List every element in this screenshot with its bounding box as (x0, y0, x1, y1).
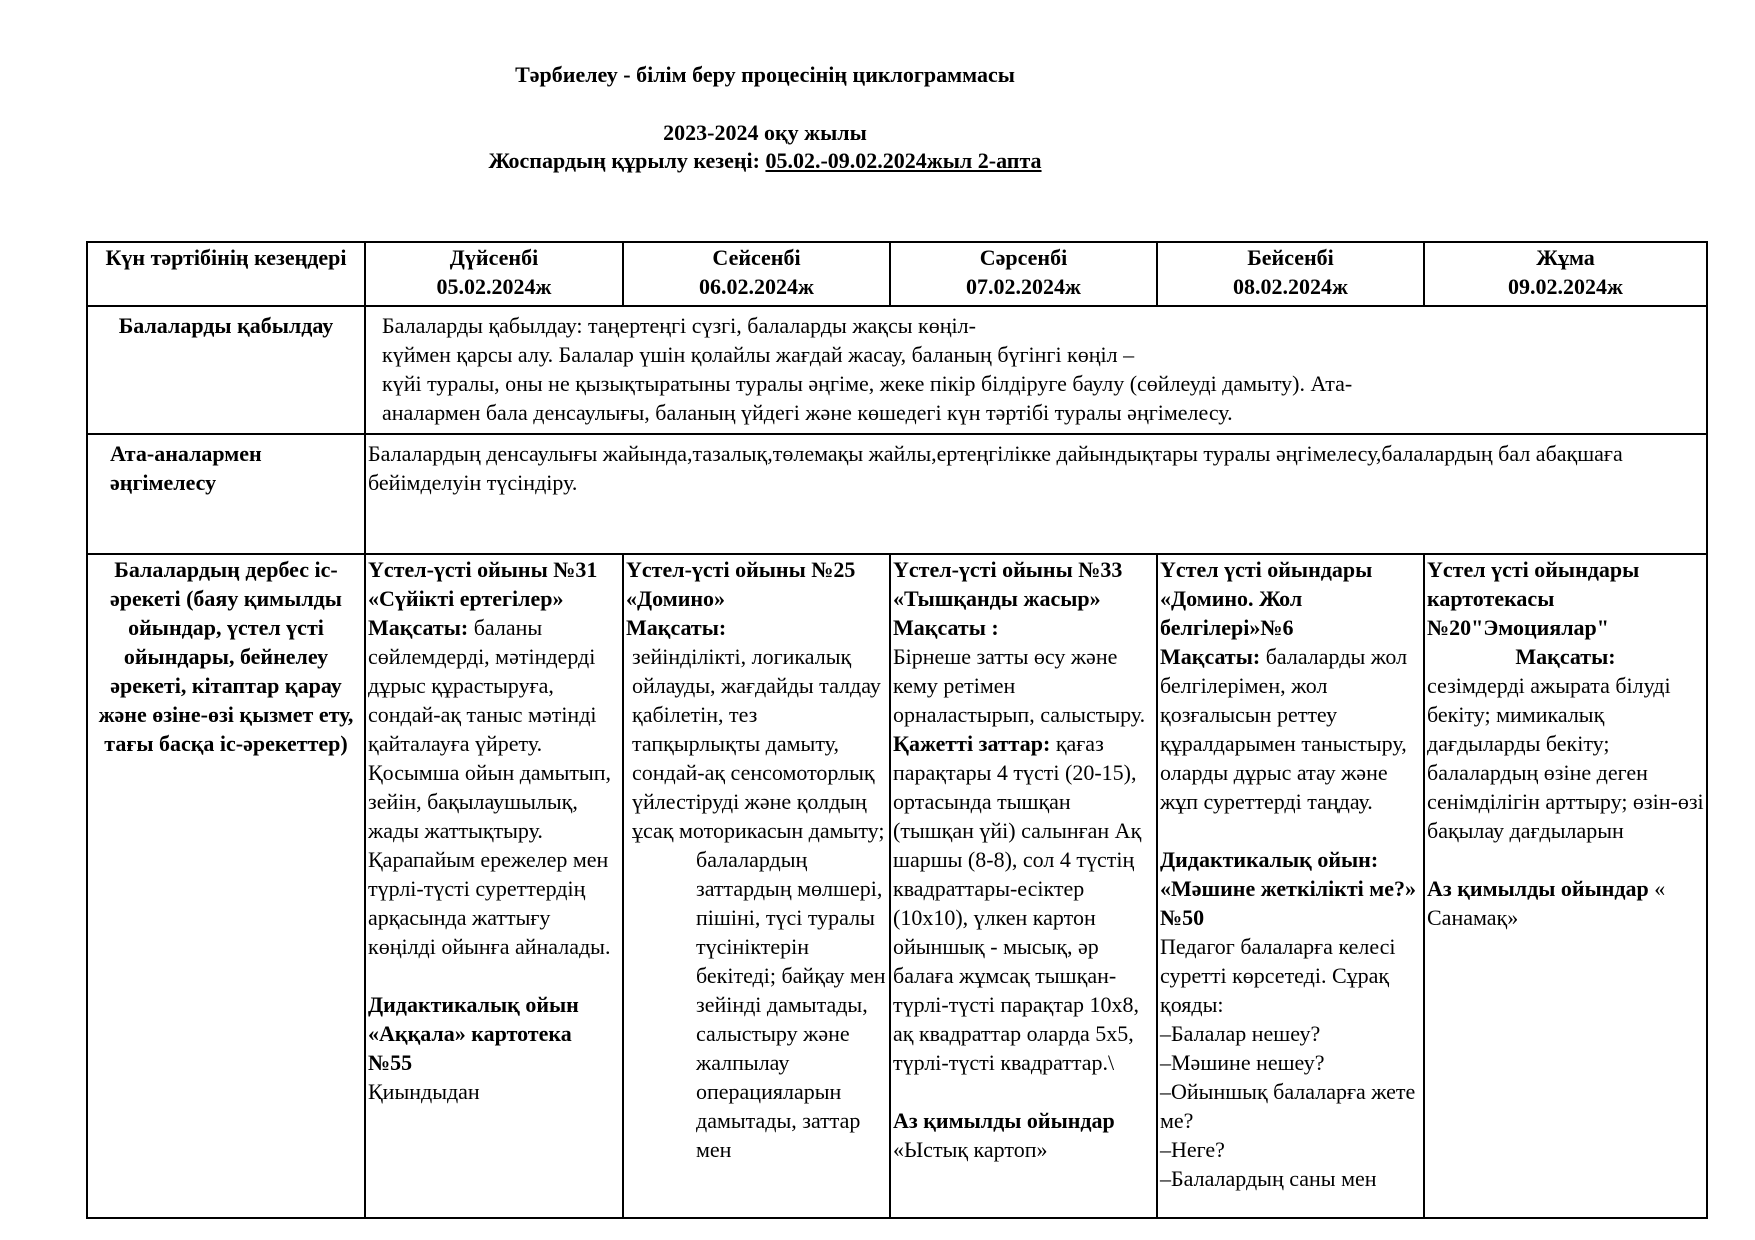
day-header-thursday: Бейсенбі 08.02.2024ж (1157, 242, 1424, 306)
day-header-friday: Жұма 09.02.2024ж (1424, 242, 1707, 306)
day-header-tuesday: Сейсенбі 06.02.2024ж (623, 242, 890, 306)
planning-period: Жоспардың құрылу кезеңі: 05.02.-09.02.2024жыл 2-апта (488, 148, 1042, 173)
stage-reception: Балаларды қабылдау (87, 306, 365, 434)
academic-year: 2023-2024 оқу жылы (663, 120, 867, 145)
table-row (87, 434, 1707, 554)
parents-text: Балалардың денсаулығы жайында,тазалық,төлемақы жайлы,ертеңгілікке дайындықтары туралы әңгімелесу,балалардың бал абақшаға бейімделуін түсіндіру. (365, 434, 1707, 554)
day-header-monday: Дүйсенбі 05.02.2024ж (365, 242, 623, 306)
table-row (87, 306, 1707, 434)
stage-parents: Ата-аналармен әңгімелесу (87, 434, 365, 554)
table-row (87, 554, 1707, 1218)
day-header-wednesday: Сәрсенбі 07.02.2024ж (890, 242, 1157, 306)
document-title: Тәрбиелеу - білім беру процесінің циклограммасы (515, 62, 1015, 87)
activity-tuesday: Үстел-үсті ойыны №25 «Домино» Мақсаты: зейінділікті, логикалық ойлауды, жағдайды талдау қабілетін, тез тапқырлықты дамыту, сондай-ақ сенсомоторлық үйлестіруді және қолдың ұсақ моторикасын дамыту; балалардың заттардың мөлшері, пішіні, түсі туралы түсініктерін бекітеді; байқау мен зейінді дамытады, салыстыру және жалпылау операцияларын дамытады, заттар мен (623, 554, 890, 1218)
period-value: 05.02.-09.02.2024жыл 2-апта (765, 148, 1042, 173)
activity-friday: Үстел үсті ойындары картотекасы №20"Эмоциялар" Мақсаты: сезімдерді ажырата білуді бекіту; мимикалық дағдыларды бекіту; балалардың өзіне деген сенімділігін арттыру; өзін-өзі бақылау дағдыларын Аз қимылды ойындар « Санамақ» (1424, 554, 1707, 1218)
header-row (87, 242, 1707, 306)
reception-text: Балаларды қабылдау: таңертеңгі сүзгі, балаларды жақсы көңіл- күймен қарсы алу. Балалар үшін қолайлы жағдай жасау, баланың бүгінгі көңіл – күйі туралы, оны не қызықтыратыны туралы әңгіме, жеке пікір білдіруге баулу (сөйлеуді дамыту). Ата- аналармен бала денсаулығы, баланың үйдегі және көшедегі күн тәртібі туралы әңгімелесу. (365, 306, 1707, 434)
period-label: Жоспардың құрылу кезеңі (488, 148, 753, 173)
activity-thursday: Үстел үсті ойындары «Домино. Жол белгілері»№6 Мақсаты: балаларды жол белгілерімен, жол қозғалысын реттеу құралдарымен таныстыру, оларды дұрыс атау және жұп суреттерді таңдау. Дидактикалық ойын: «Мәшине жеткілікті ме?» №50 Педагог балаларға келесі суретті көрсетеді. Сұрақ қояды: –Балалар нешеу? –Мәшине нешеу? –Ойыншық балаларға жете ме? –Неге? –Балалардың саны мен (1157, 554, 1424, 1218)
activity-monday: Үстел-үсті ойыны №31 «Сүйікті ертегілер» Мақсаты: баланы сөйлемдерді, мәтіндерді дұрыс құрастыруға, сондай-ақ таныс мәтінді қайталауға үйрету. Қосымша ойын дамытып, зейін, бақылаушылық, жады жаттықтыру. Қарапайым ережелер мен түрлі-түсті суреттердің арқасында жаттығу көңілді ойынға айналады. Дидактикалық ойын «Аққала» картотека №55 Қиындыдан (365, 554, 623, 1218)
stage-activity: Балалардың дербес іс-әрекеті (баяу қимылды ойындар, үстел үсті ойындары, бейнелеу әрекеті, кітаптар қарау және өзіне-өзі қызмет ету, тағы басқа іс-әрекеттер) (87, 554, 365, 1218)
activity-wednesday: Үстел-үсті ойыны №33 «Тышқанды жасыр» Мақсаты : Бірнеше затты өсу және кему ретімен орналастырып, салыстыру. Қажетті заттар: қағаз парақтары 4 түсті (20-15), ортасында тышқан (тышқан үйі) салынған Ақ шаршы (8-8), сол 4 түстің квадраттары-есіктер (10х10), үлкен картон ойыншық - мысық, әр балаға жұмсақ тышқан-түрлі-түсті парақтар 10х8, ақ квадраттар оларда 5х5, түрлі-түсті квадраттар.\ Аз қимылды ойындар «Ыстық картоп» (890, 554, 1157, 1218)
stage-column-header: Күн тәртібінің кезеңдері (87, 242, 365, 306)
cyclogram-table (86, 241, 1708, 1219)
